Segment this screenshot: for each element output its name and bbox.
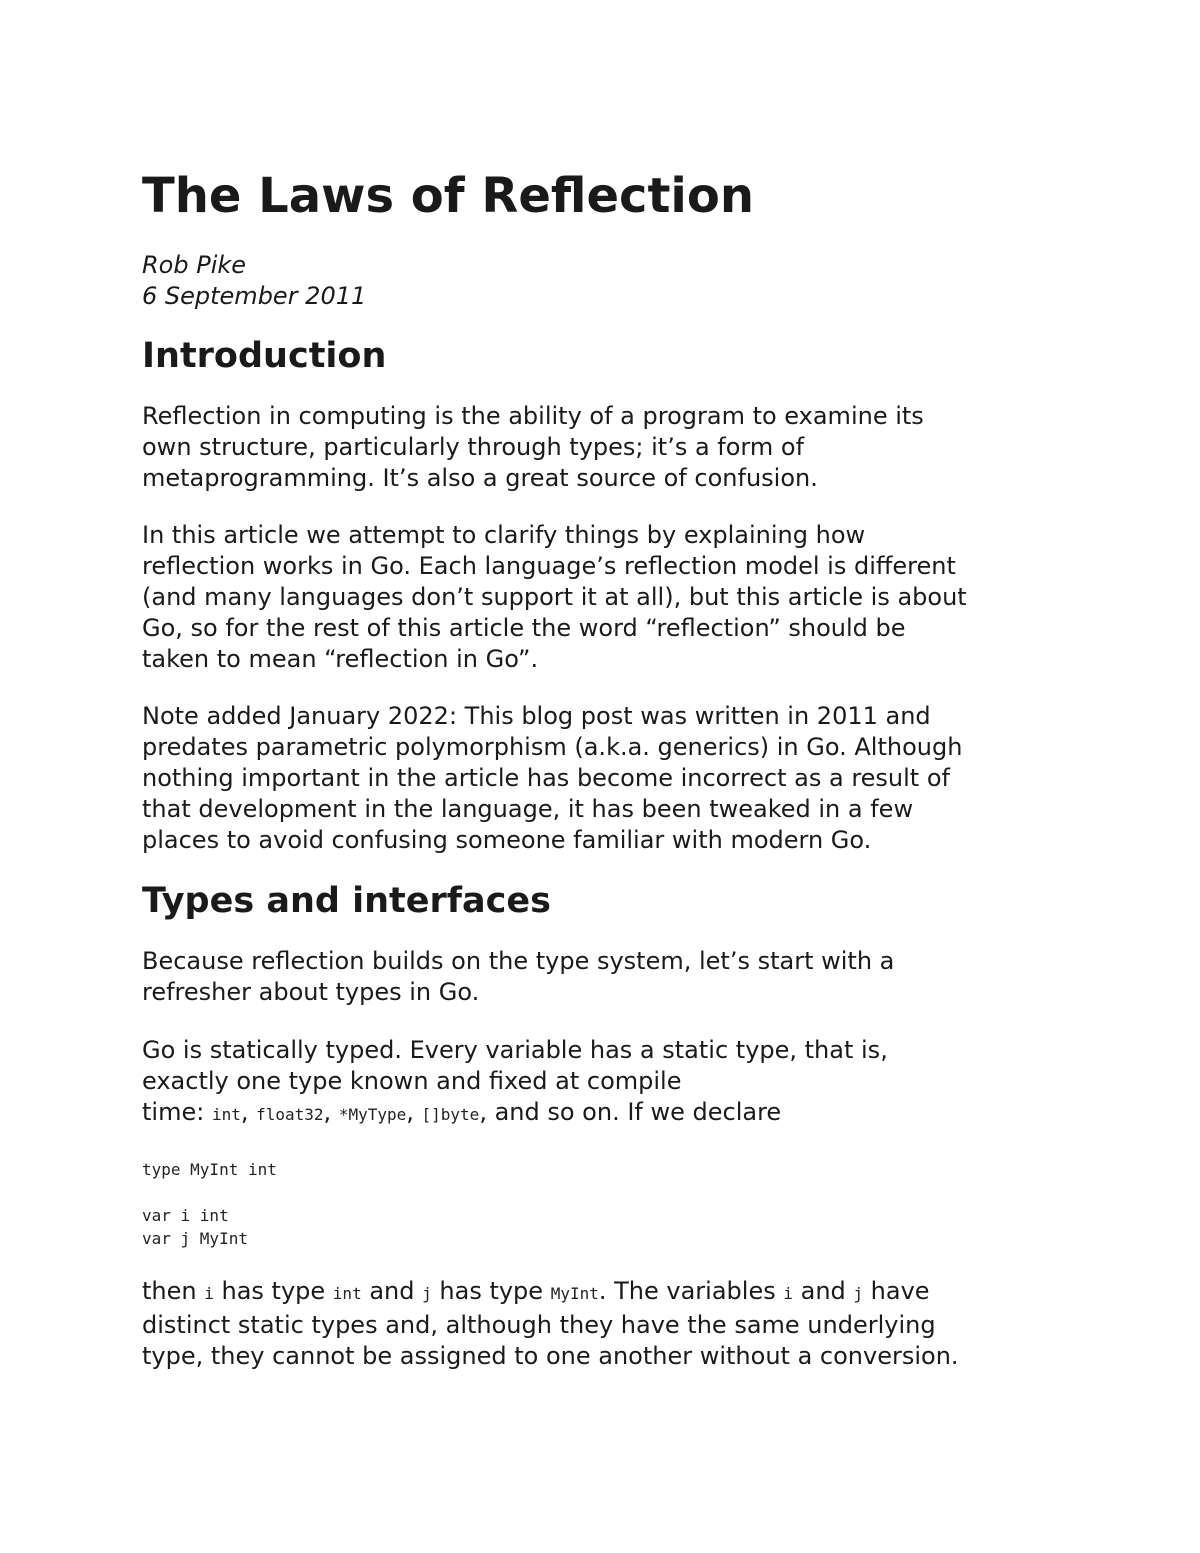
text-run: , and so on. If we declare xyxy=(479,1097,782,1126)
text-run: time: xyxy=(142,1097,212,1126)
text-run: and xyxy=(361,1277,423,1306)
intro-paragraph-1 xyxy=(142,401,1062,493)
text-run: has type xyxy=(213,1277,333,1306)
types-paragraph-1 xyxy=(142,946,1062,1008)
code-line: var j MyInt xyxy=(142,1229,248,1249)
text-line: own structure, particularly through types; it’s a form of xyxy=(142,432,805,461)
text-line: exactly one type known and fixed at compile xyxy=(142,1066,682,1095)
text-line: type, they cannot be assigned to one another without a conversion. xyxy=(142,1341,959,1370)
text-run: has type xyxy=(431,1277,551,1306)
text-run: , xyxy=(406,1097,422,1126)
text-run: have xyxy=(863,1277,930,1306)
inline-code: int xyxy=(211,1104,241,1124)
text-line: Go is statically typed. Every variable has a static type, that is, xyxy=(142,1035,888,1064)
text-line: (and many languages don’t support it at all), but this article is about xyxy=(142,582,967,611)
inline-code: i xyxy=(204,1284,214,1304)
text-line: taken to mean “reflection in Go”. xyxy=(142,644,539,673)
byline xyxy=(142,250,1062,312)
publish-date: 6 September 2011 xyxy=(142,282,367,310)
code-line: var i int xyxy=(142,1206,229,1226)
author: Rob Pike xyxy=(142,251,247,279)
inline-code: *MyType xyxy=(338,1104,407,1124)
inline-code: int xyxy=(332,1284,362,1304)
text-line: reflection works in Go. Each language’s reflection model is different xyxy=(142,552,956,581)
text-run: and xyxy=(792,1277,854,1306)
text-run: , xyxy=(323,1097,339,1126)
text-line: metaprogramming. It’s also a great source of confusion. xyxy=(142,463,818,492)
inline-code: i xyxy=(783,1284,793,1304)
types-paragraph-2 xyxy=(142,1035,1062,1130)
inline-code: MyInt xyxy=(550,1284,599,1304)
heading-types-and-interfaces: Types and interfaces xyxy=(142,881,551,922)
types-paragraph-3 xyxy=(142,1276,1062,1371)
heading-introduction: Introduction xyxy=(142,336,387,376)
code-line: type MyInt int xyxy=(142,1160,277,1180)
inline-code: j xyxy=(853,1284,864,1304)
text-line: places to avoid confusing someone familiar with modern Go. xyxy=(142,825,872,854)
text-line: refresher about types in Go. xyxy=(142,978,480,1007)
text-line: predates parametric polymorphism (a.k.a. generics) in Go. Although xyxy=(142,733,963,762)
text-run: , xyxy=(240,1097,257,1126)
inline-code: []byte xyxy=(421,1104,480,1124)
code-block xyxy=(142,1158,1062,1250)
text-line: Note added January 2022: This blog post was written in 2011 and xyxy=(142,702,931,731)
article xyxy=(142,168,1062,1372)
text-line: In this article we attempt to clarify things by explaining how xyxy=(142,521,866,550)
text-run: . The variables xyxy=(598,1277,784,1306)
text-line: nothing important in the article has become incorrect as a result of xyxy=(142,763,950,792)
intro-paragraph-2 xyxy=(142,520,1062,674)
inline-code: j xyxy=(422,1284,432,1304)
intro-paragraph-note xyxy=(142,701,1062,855)
text-line: Go, so for the rest of this article the word “reflection” should be xyxy=(142,613,906,642)
article-title: The Laws of Reflection xyxy=(142,168,754,224)
inline-code: float32 xyxy=(256,1104,324,1124)
text-line: that development in the language, it has been tweaked in a few xyxy=(142,794,914,823)
text-line: Reflection in computing is the ability of a program to examine its xyxy=(142,402,924,430)
text-line: distinct static types and, although they have the same underlying xyxy=(142,1311,936,1340)
text-line: Because reflection builds on the type system, let’s start with a xyxy=(142,947,895,976)
text-run: then xyxy=(142,1277,205,1306)
